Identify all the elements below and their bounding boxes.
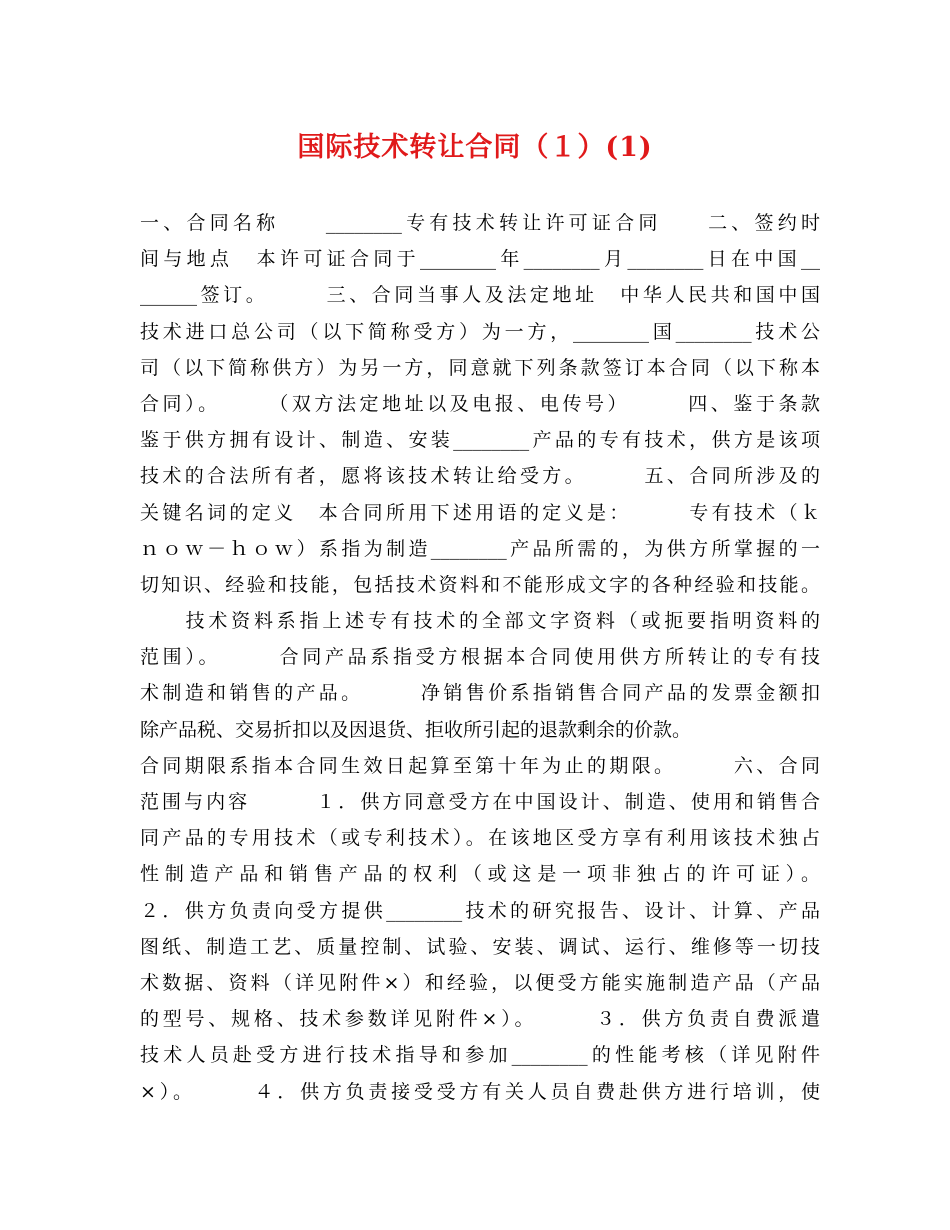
body-line: 范围）。 合同产品系指受方根据本合同使用供方所转让的专有技: [140, 646, 820, 669]
body-line: 术数据、资料（详见附件×）和经验，以便受方能实施制造产品（产品: [140, 971, 820, 994]
body-line: 一、合同名称 ________专有技术转让许可证合同 二、签约时: [140, 212, 820, 234]
body-line: 合同）。 （双方法定地址以及电报、电传号） 四、鉴于条款: [140, 392, 820, 415]
body-line: 技术的合法所有者，愿将该技术转让给受方。 五、合同所涉及的: [140, 465, 820, 488]
body-line: 图纸、制造工艺、质量控制、试验、安装、调试、运行、维修等一切技: [140, 935, 820, 958]
body-line: 性制造产品和销售产品的权利（或这是一项非独占的许可证）。: [140, 863, 820, 886]
body-line: 切知识、经验和技能，包括技术资料和不能形成文字的各种经验和技能。: [140, 573, 820, 596]
body-line: 间与地点 本许可证合同于________年________月________日在中国__: [140, 248, 820, 271]
body-line: 技术人员赴受方进行技术指导和参加________的性能考核（详见附件: [140, 1044, 820, 1067]
body-line: 司（以下简称供方）为另一方，同意就下列条款签订本合同（以下称本: [140, 356, 820, 379]
body-line: ｎｏｗ－ｈｏｗ）系指为制造________产品所需的，为供方所掌握的一: [140, 537, 820, 560]
body-line: 技术资料系指上述专有技术的全部文字资料（或扼要指明资料的: [140, 610, 820, 633]
body-line: 关键名词的定义 本合同所用下述用语的定义是： 专有技术（ｋ: [140, 501, 820, 524]
body-line: 的型号、规格、技术参数详见附件×）。 ３．供方负责自费派遣: [140, 1008, 820, 1031]
body-line: 同产品的专用技术（或专利技术）。在该地区受方享有利用该技术独占: [140, 827, 820, 850]
document-title: 国际技术转让合同（１）(1): [297, 132, 653, 163]
body-line: 鉴于供方拥有设计、制造、安装________产品的专有技术，供方是该项: [140, 429, 820, 452]
body-line: 范围与内容 １．供方同意受方在中国设计、制造、使用和销售合: [140, 791, 820, 813]
body-line: 技术进口总公司（以下简称受方）为一方，________国________技术公: [140, 320, 820, 343]
document-body: [140, 205, 820, 1110]
body-line: ２．供方负责向受方提供________技术的研究报告、设计、计算、产品: [140, 899, 820, 922]
body-line: ______签订。 三、合同当事人及法定地址 中华人民共和国中国: [140, 284, 820, 307]
body-line: 术制造和销售的产品。 净销售价系指销售合同产品的发票金额扣: [140, 682, 820, 705]
body-line: 合同期限系指本合同生效日起算至第十年为止的期限。 六、合同: [140, 754, 820, 777]
body-line: ×）。 ４．供方负责接受受方有关人员自费赴供方进行培训，使: [140, 1080, 820, 1103]
body-line: 除产品税、交易折扣以及因退货、拒收所引起的退款剩余的价款。: [140, 718, 692, 741]
